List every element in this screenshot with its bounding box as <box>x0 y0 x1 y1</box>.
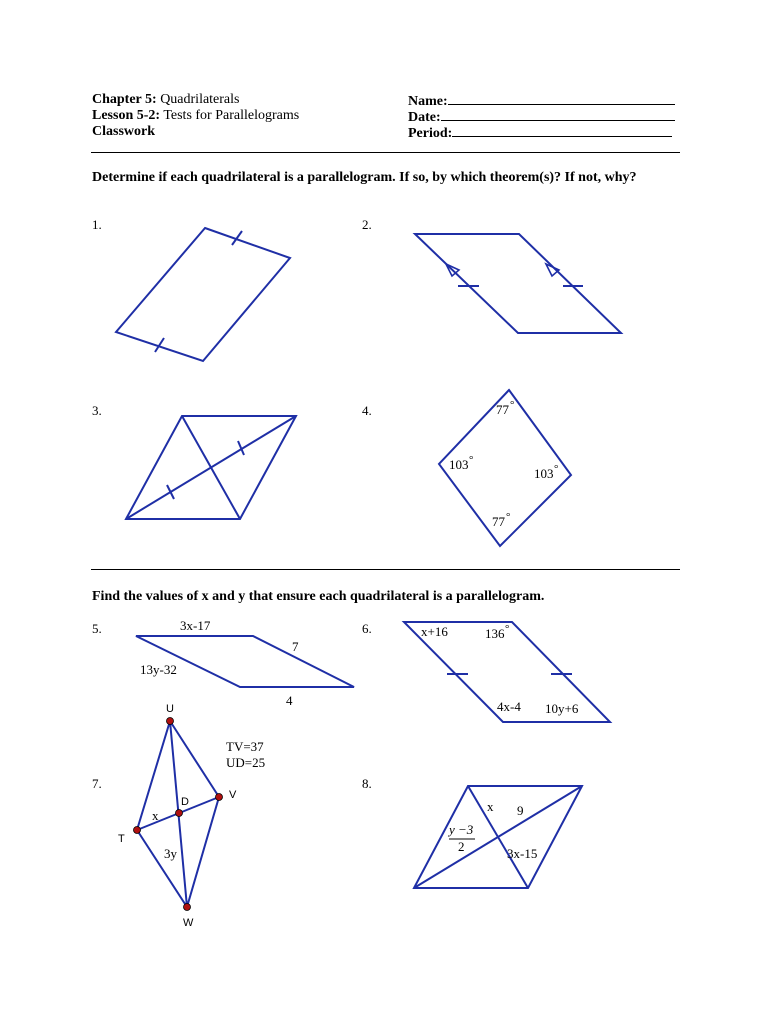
section1-instructions: Determine if each quadrilateral is a parallelogram. If so, by which theorem(s)? If not, why? <box>92 170 637 185</box>
angle-label: 136 <box>485 626 505 641</box>
name-label: Name: <box>408 94 448 109</box>
segment-label-x: x <box>152 808 159 823</box>
label-4x-minus-4: 4x-4 <box>497 699 521 714</box>
problem-8-number: 8. <box>362 776 372 791</box>
point-w <box>184 904 191 911</box>
vertex-label-t: T <box>118 833 125 845</box>
chapter-title: Quadrilaterals <box>160 92 240 107</box>
segment-label-3y: 3y <box>164 846 177 861</box>
quadrilateral-2 <box>415 234 621 333</box>
problem-8-figure <box>414 786 582 888</box>
angle-label-left: 103 <box>449 457 469 472</box>
degree-mark: ° <box>510 399 515 411</box>
segment-label-x: x <box>487 799 494 814</box>
angle-label-bottom: 77 <box>492 514 505 529</box>
degree-mark: ° <box>505 623 510 635</box>
point-v <box>216 794 223 801</box>
problem-3-figure <box>126 416 296 519</box>
degree-mark: ° <box>469 454 474 466</box>
problem-1-number: 1. <box>92 217 102 232</box>
problem-6-number: 6. <box>362 621 372 636</box>
vertex-label-w: W <box>183 917 194 929</box>
label-10y-plus-6: 10y+6 <box>545 701 579 716</box>
problem-7-number: 7. <box>92 776 102 791</box>
label-x-plus-16: x+16 <box>421 624 448 639</box>
given-ud: UD=25 <box>226 755 266 770</box>
date-label: Date: <box>408 110 441 125</box>
tick-mark <box>167 485 174 499</box>
chapter-label: Chapter 5: <box>92 92 157 107</box>
problem-2-figure <box>415 234 621 333</box>
period-label: Period: <box>408 126 453 141</box>
section2-instructions: Find the values of x and y that ensure each quadrilateral is a parallelogram. <box>92 589 545 604</box>
problem-4-number: 4. <box>362 403 372 418</box>
given-tv: TV=37 <box>226 739 264 754</box>
degree-mark: ° <box>506 511 511 523</box>
segment-label-3x-minus-15: 3x-15 <box>507 846 538 861</box>
segment-label-9: 9 <box>517 803 524 818</box>
point-t <box>134 827 141 834</box>
degree-mark: ° <box>554 463 559 475</box>
problem-5-number: 5. <box>92 621 102 636</box>
point-u <box>167 718 174 725</box>
vertex-label-u: U <box>166 703 174 715</box>
point-d <box>176 810 183 817</box>
angle-label-right: 103 <box>534 466 554 481</box>
fraction-numerator: y −3 <box>449 822 474 837</box>
quadrilateral-1 <box>116 228 290 361</box>
angle-label-top: 77 <box>496 402 509 417</box>
lesson-title: Tests for Parallelograms <box>163 108 300 123</box>
side-label-bottom: 4 <box>286 693 293 708</box>
classwork-label: Classwork <box>92 124 156 139</box>
side-label-left: 13y-32 <box>140 662 177 677</box>
point-label-d: D <box>181 796 189 808</box>
lesson-label: Lesson 5-2: <box>92 108 161 123</box>
diagonal <box>182 416 240 519</box>
diagonal <box>468 786 528 888</box>
problem-3-number: 3. <box>92 403 102 418</box>
vertex-label-v: V <box>229 789 237 801</box>
problem-2-number: 2. <box>362 217 372 232</box>
side-label-right: 7 <box>292 639 299 654</box>
problem-1-figure <box>116 228 290 361</box>
fraction-denominator: 2 <box>458 839 465 854</box>
side-label-top: 3x-17 <box>180 618 211 633</box>
